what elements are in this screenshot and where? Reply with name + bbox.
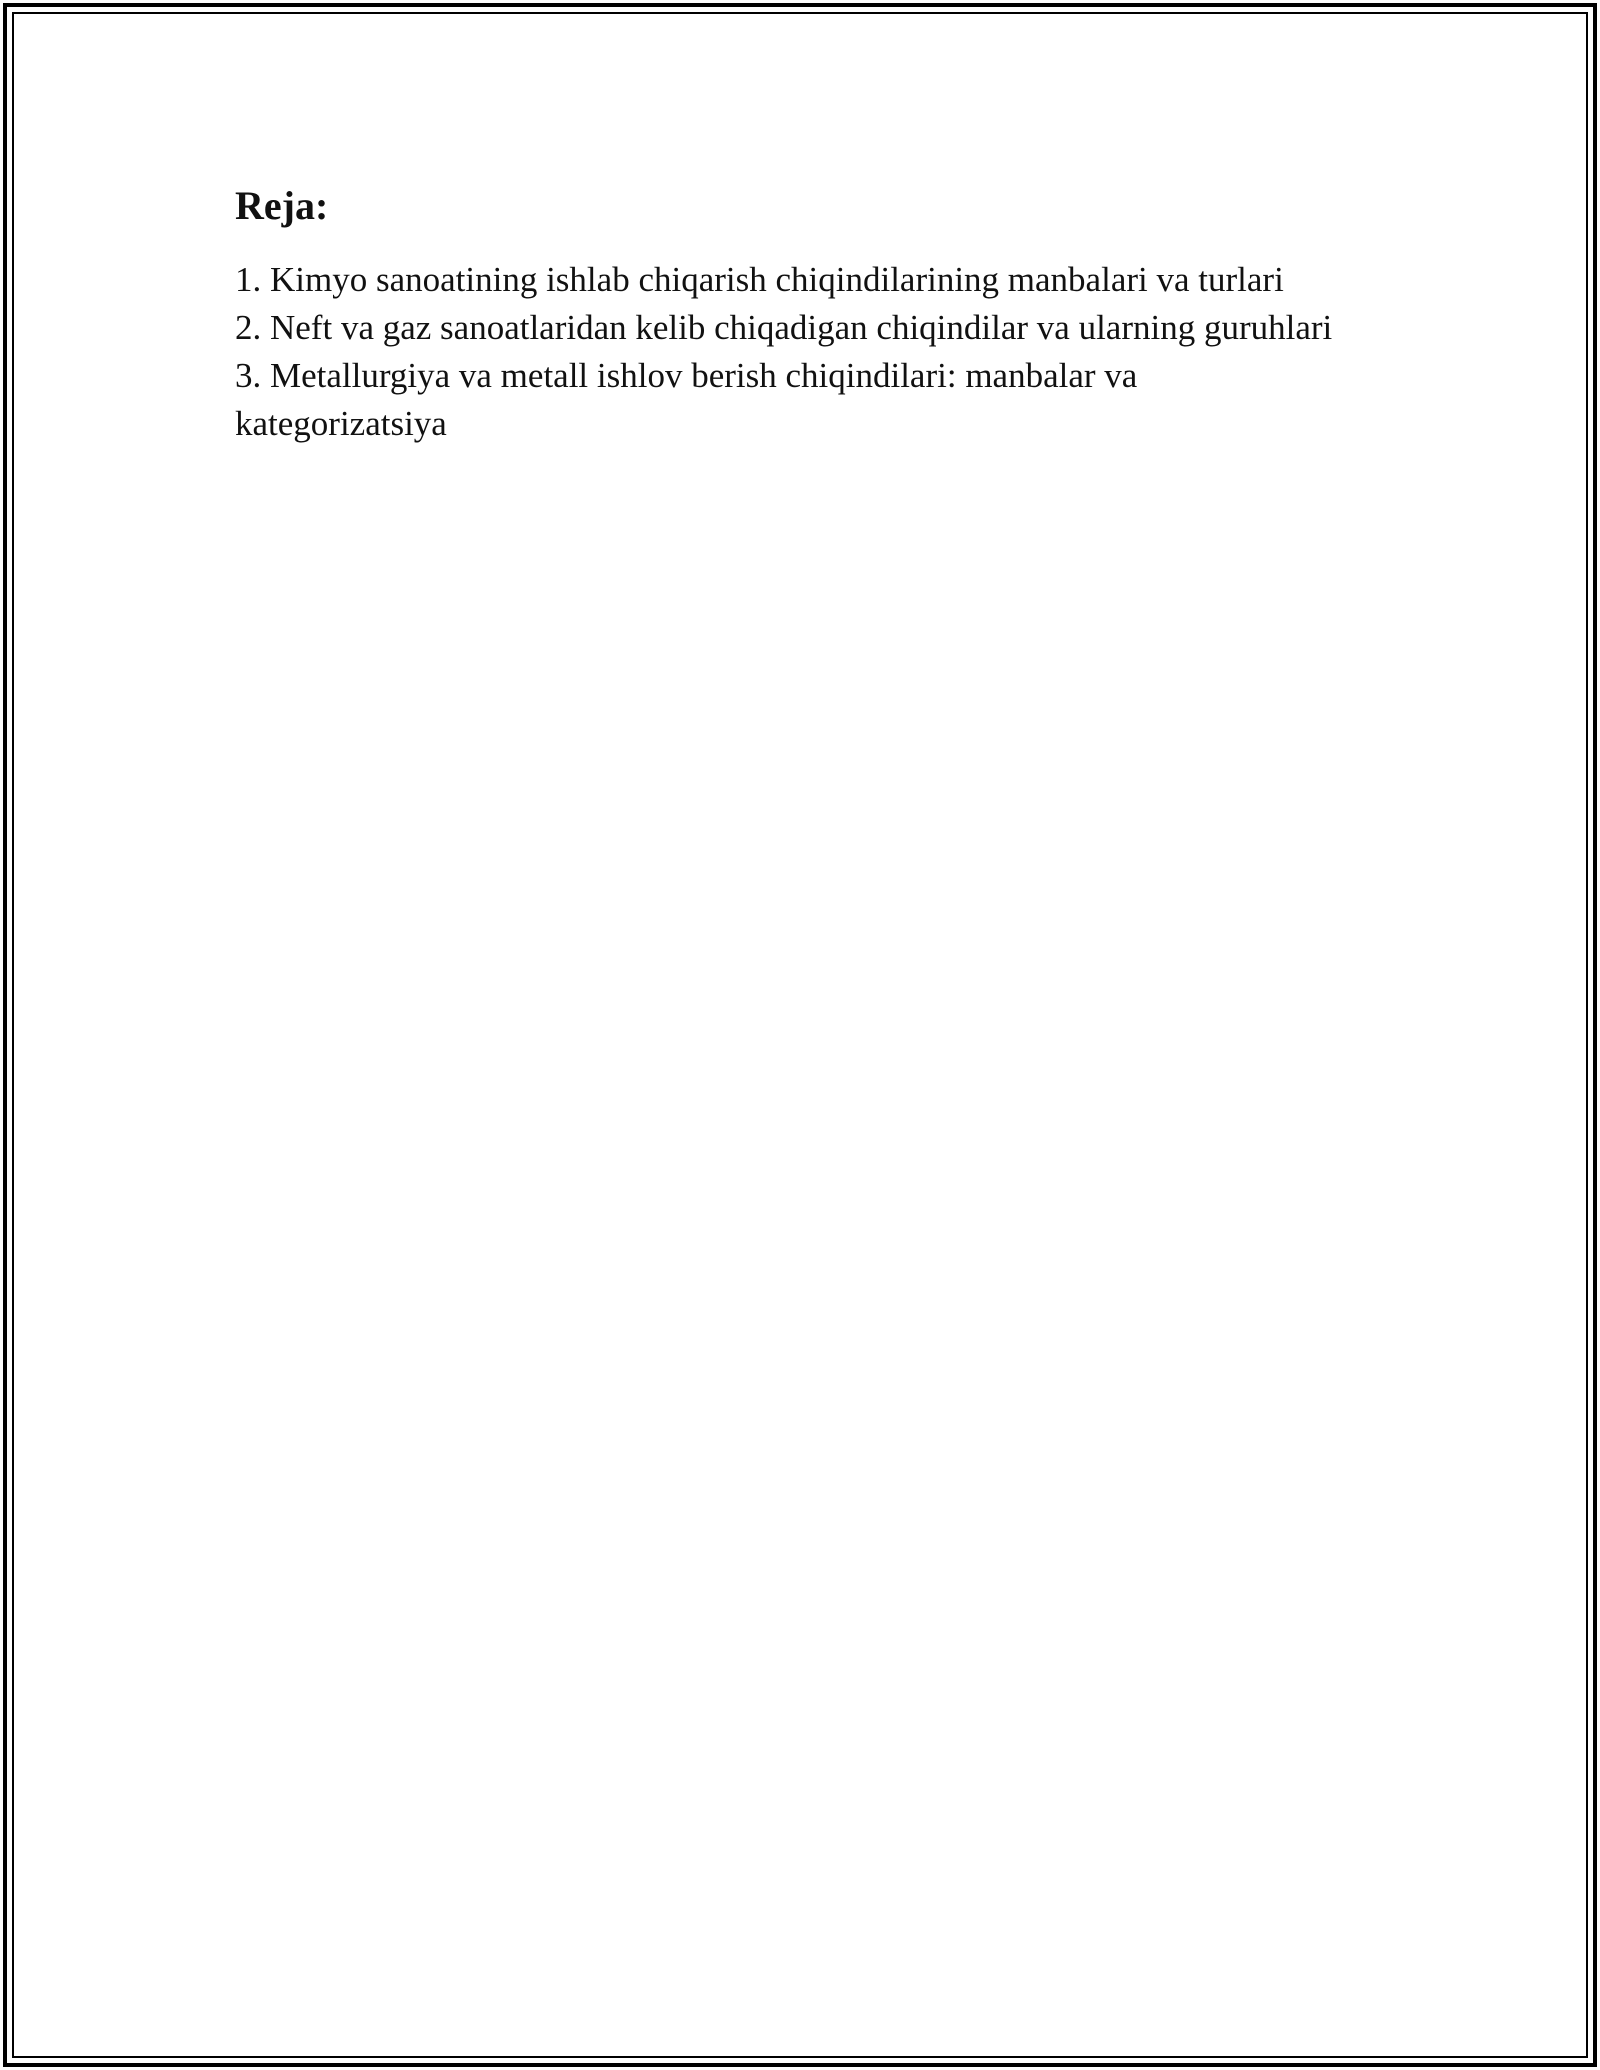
document-content: [235, 182, 1435, 448]
list-item: [235, 256, 1355, 304]
list-item-text: Kimyo sanoatining ishlab chiqarish chiqindilarining manbalari va turlari: [270, 260, 1284, 299]
list-item: [235, 304, 1355, 352]
list-item-number: 1.: [235, 260, 262, 299]
list-item: [235, 352, 1355, 448]
page-title: Reja:: [235, 183, 329, 228]
plan-list: [235, 256, 1355, 448]
list-item-text: Metallurgiya va metall ishlov berish chiqindilari: manbalar va kategorizatsiya: [235, 356, 1138, 443]
list-item-text: Neft va gaz sanoatlaridan kelib chiqadigan chiqindilar va ularning guruhlari: [270, 308, 1333, 347]
list-item-number: 2.: [235, 308, 262, 347]
list-item-number: 3.: [235, 356, 262, 395]
